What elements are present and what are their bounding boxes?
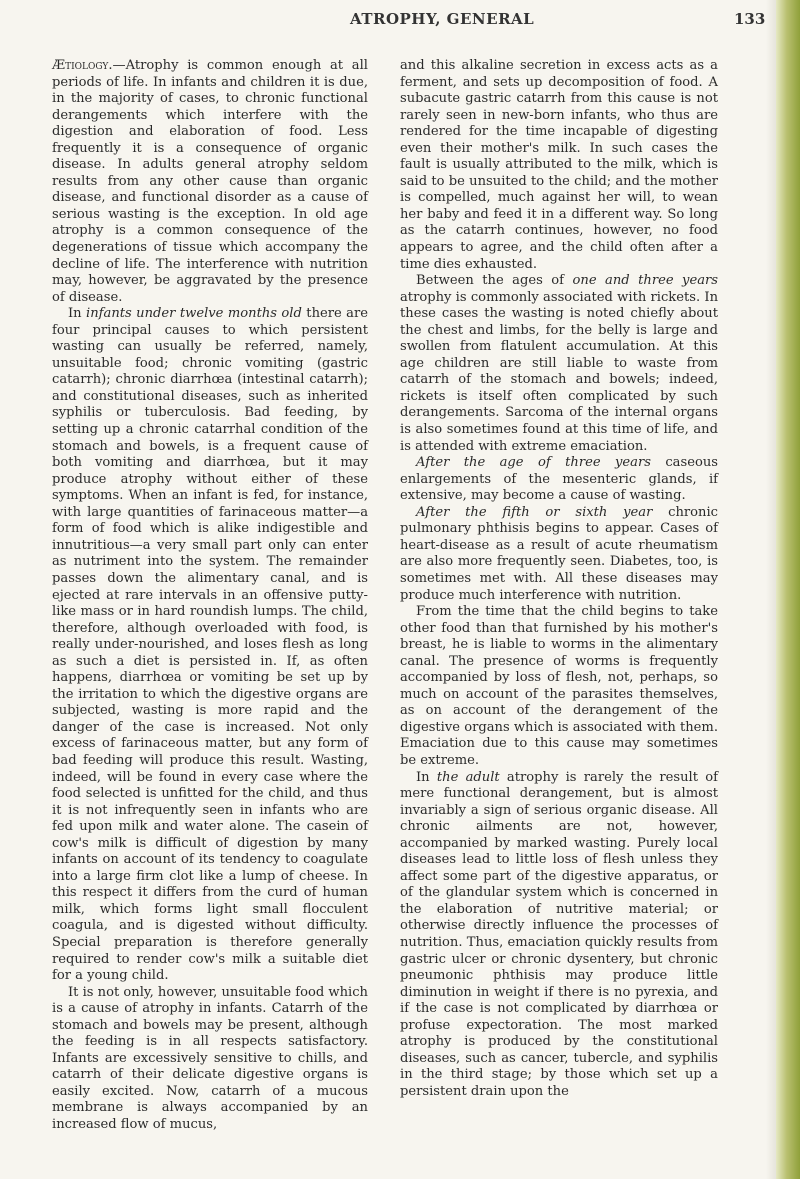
paragraph xyxy=(400,505,718,604)
italic-phrase: the adult xyxy=(436,769,500,785)
paragraph xyxy=(400,273,718,455)
paragraph-text: there are four principal causes to which persistent wasting can usually be referred, namely, unsuitable food; chronic vomiting (gastric catarrh); chronic diarrhœa (intestinal catarrh); and constitutional diseases, such as inherited syphilis or tuberculosis. Bad feeding, by setting up a chronic catarrhal condition of the stomach and bowels, is a frequent cause of both vomiting and diarrhœa, but it may produce atrophy without either of these symptoms. When an infant is fed, for instance, with large quantities of farinaceous matter—a form of food which is alike indigestible and innutritious—a very small part only can enter as nutriment into the system. The remainder passes down the alimentary canal, and is ejected at rare intervals in an offensive putty-like mass or in hard roundish lumps. The child, therefore, although overloaded with food, is really under-nourished, and loses flesh as long as such a diet is persisted in. If, as often happens, diarrhœa or vomiting be set up by the irritation to which the digestive organs are subjected, wasting is more rapid and the danger of the case is increased. Not only excess of farinaceous matter, but any form of bad feeding will produce this result. Wasting, indeed, will be found in every case where the food selected is unfitted for the child, and thus it is not infrequently seen in infants who are fed upon milk and water alone. The casein of cow's milk is difficult of digestion by many infants on account of its tendency to coagulate into a large firm clot like a lump of cheese. In this respect it differs from the curd of human milk, which forms light small flocculent coagula, and is digested without difficulty. Special preparation is therefore generally required to render cow's milk a suitable diet for a young child. xyxy=(52,306,369,984)
paragraph-text: It is not only, however, unsuitable food which is a cause of atrophy in infants. Catarrh of the stomach and bowels may be present, although the feeding is in all respects satisfactory. Infants are excessively sensitive to chills, and catarrh of their delicate digestive organs is easily excited. Now, catarrh of a mucous membrane is always accompanied by an increased flow of mucus, xyxy=(52,984,368,1132)
paragraph-text: Between the ages of xyxy=(416,273,573,289)
paragraph xyxy=(400,58,718,273)
paragraph xyxy=(52,985,368,1134)
left-column xyxy=(52,58,368,1134)
section-heading: Ætiology. xyxy=(52,58,113,73)
paragraph-text: caseous enlargements of the mesenteric glands, if extensive, may become a cause of wasting. xyxy=(400,455,718,504)
paragraph xyxy=(52,58,368,306)
page-header xyxy=(0,6,800,34)
paragraph-text: From the time that the child begins to take other food than that furnished by his mother's breast, he is liable to worms in the alimentary canal. The presence of worms is frequently accompanied by loss of flesh, not, perhaps, so much on account of the parasites themselves, as on account of the derangement of the digestive organs which is associated with them. Emaciation due to this cause may sometimes be extreme. xyxy=(400,604,718,768)
paragraph-text: In xyxy=(416,769,437,785)
paragraph-text: and this alkaline secretion in excess acts as a ferment, and sets up decomposition of food. A subacute gastric catarrh from this cause is not rarely seen in new-born infants, who thus are rendered for the time incapable of digesting even their mother's milk. In such cases the fault is usually attributed to the milk, which is said to be unsuited to the child; and the mother is compelled, much against her will, to wean her baby and feed it in a different way. So long as the catarrh continues, however, no food appears to agree, and the child often after a time dies exhausted. xyxy=(400,58,718,272)
italic-phrase: one and three years xyxy=(572,273,718,289)
italic-phrase: After the age of three years xyxy=(416,455,651,471)
right-column xyxy=(400,58,718,1100)
paragraph xyxy=(52,306,368,984)
paragraph-text: atrophy is commonly associated with rickets. In these cases the wasting is noted chiefly about the chest and limbs, for the belly is large and swollen from flatulent accumulation. At this age children are still liable to waste from catarrh of the stomach and bowels; indeed, rickets is itself often complicated by such derangements. Sarcoma of the internal organs is also sometimes found at this time of life, and is attended with extreme emaciation. xyxy=(400,289,718,454)
paragraph xyxy=(400,455,718,505)
paragraph-text: In xyxy=(68,306,87,322)
italic-phrase: After the fifth or sixth year xyxy=(416,504,653,520)
page-number: 133 xyxy=(734,10,766,28)
page-edge-shadow xyxy=(766,0,776,1179)
page-edge-strip xyxy=(776,0,800,1179)
paragraph xyxy=(400,770,718,1101)
running-head: ATROPHY, GENERAL xyxy=(350,10,535,28)
paragraph xyxy=(400,604,718,769)
paragraph-text: chronic pulmonary phthisis begins to appear. Cases of heart-disease as a result of acute rheumatism are also more frequently seen. Diabetes, too, is sometimes met with. All these diseases may produce much interference with nutrition. xyxy=(400,504,718,603)
paragraph-text: —Atrophy is common enough at all periods of life. In infants and children it is due, in the majority of cases, to chronic functional derangements which interfere with the digestion and elaboration of food. Less frequently it is a consequence of organic disease. In adults general atrophy seldom results from any other cause than organic disease, and functional disorder as a cause of serious wasting is the exception. In old age atrophy is a common consequence of the degenerations of tissue which accompany the decline of life. The interference with nutrition may, however, be aggravated by the presence of disease. xyxy=(52,58,368,305)
paragraph-text: atrophy is rarely the result of mere functional derangement, but is almost invariably a sign of serious organic disease. All chronic ailments are not, however, accompanied by marked wasting. Purely local diseases lead to little loss of flesh unless they affect some part of the digestive apparatus, or of the glandular system which is concerned in the elaboration of nutritive material; or otherwise directly influence the processes of nutrition. Thus, emaciation quickly results from gastric ulcer or chronic dysentery, but chronic pneumonic phthisis may produce little diminution in weight if there is no pyrexia, and if the case is not complicated by diarrhœa or profuse expectoration. The most marked atrophy is produced by the constitutional diseases, such as cancer, tubercle, and syphilis in the third stage; by those which set up a persistent drain upon the xyxy=(400,769,718,1099)
italic-phrase: infants under twelve months old xyxy=(86,306,302,322)
